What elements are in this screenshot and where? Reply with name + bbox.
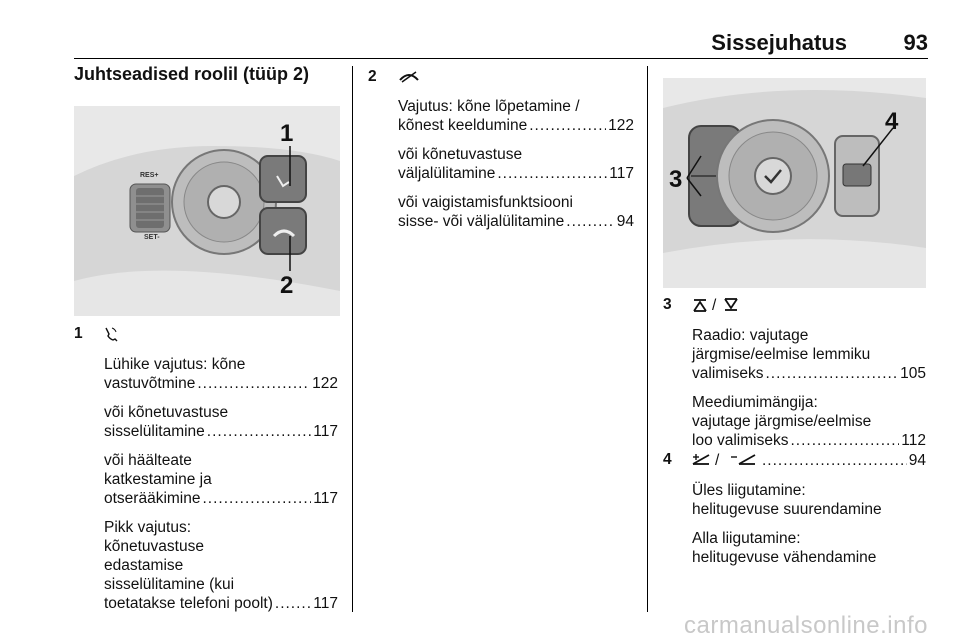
item-number-1: 1 [74, 325, 83, 342]
item2-entry-2-text: väljalülitamine [398, 165, 496, 182]
page-number: 93 [903, 30, 928, 55]
item1-entry-3-row [104, 489, 338, 508]
header-rule [74, 58, 928, 59]
res-plus-label: RES+ [140, 172, 159, 179]
set-minus-label: SET- [144, 234, 160, 241]
item4-description [692, 481, 926, 567]
callout-4: 4 [885, 108, 899, 135]
item-number-4: 4 [663, 451, 672, 468]
item2-entry-1-text: kõnest keeldumine [398, 117, 528, 134]
item1-entry-4-text: toetatakse telefoni poolt) [104, 595, 273, 612]
item1-entry-2-text: sisselülitamine [104, 423, 205, 440]
item1-entry-4-page[interactable]: 117 [313, 595, 338, 612]
next-favourite-icon [693, 298, 707, 317]
item1-entry-2-row [104, 422, 338, 441]
item1-description [104, 355, 338, 613]
item2-entry-1-page[interactable]: 122 [608, 117, 634, 134]
item1-entry-4-line-1: Pikk vajutus: [104, 519, 192, 536]
item3-media-line-1: Meediumimängija: [692, 394, 818, 411]
item3-media-text: loo valimiseks [692, 432, 789, 449]
steering-wheel-figure-right [663, 78, 926, 288]
volume-up-icon [692, 452, 710, 471]
callout-1: 1 [280, 120, 294, 147]
item1-entry-4-line-3: edastamise [104, 557, 184, 574]
item2-entry-2-page[interactable]: 117 [609, 165, 634, 182]
item3-description [692, 326, 926, 450]
item3-radio-text: valimiseks [692, 365, 764, 382]
item2-entry-3-text: sisse- või väljalülitamine [398, 213, 565, 230]
item3-media-line-2: vajutage järgmise/eelmise [692, 413, 872, 430]
item1-entry-2-line-1: või kõnetuvastuse [104, 404, 229, 421]
item3-slash: / [712, 297, 717, 314]
steering-wheel-left-illustration [74, 106, 340, 316]
item3-radio-line-2: järgmise/eelmise lemmiku [692, 346, 871, 363]
item1-entry-2-page[interactable]: 117 [313, 423, 338, 440]
column-divider-1 [352, 66, 353, 612]
item1-entry-1-page[interactable]: 122 [312, 375, 338, 392]
item1-entry-4-line-4: sisselülitamine (kui [104, 576, 235, 593]
item3-radio-page[interactable]: 105 [900, 365, 926, 382]
item4-slash: / [715, 452, 720, 469]
item2-entry-3-row [398, 212, 634, 231]
item3-radio-line-1: Raadio: vajutage [692, 327, 809, 344]
item1-entry-3-page[interactable]: 117 [313, 490, 338, 507]
running-header-title: Sissejuhatus [711, 30, 847, 55]
previous-favourite-icon [724, 298, 738, 317]
item2-entry-3-line-1: või vaigistamisfunktsiooni [398, 194, 573, 211]
callout-3: 3 [669, 166, 683, 193]
column-divider-2 [647, 66, 648, 612]
item3-media-page[interactable]: 112 [901, 432, 926, 449]
item2-entry-1-row [398, 116, 634, 135]
watermark: carmanualsonline.info [684, 612, 928, 639]
item2-entry-3-page[interactable]: 94 [616, 213, 634, 230]
item3-media-row [692, 431, 926, 450]
item2-entry-1-line-1: Vajutus: kõne lõpetamine / [398, 98, 580, 115]
item1-entry-4-line-2: kõnetuvastuse [104, 538, 204, 555]
steering-wheel-figure-type2 [74, 106, 340, 316]
item3-radio-row [692, 364, 926, 383]
section-title: Juhtseadised roolil (tüüp 2) [74, 64, 310, 84]
item4-down-line-2: helitugevuse vähendamine [692, 549, 877, 566]
item-number-3: 3 [663, 296, 672, 313]
item1-entry-4-row [104, 594, 338, 613]
item1-entry-1-text: vastuvõtmine [104, 375, 196, 392]
phone-answer-icon [104, 326, 118, 347]
callout-2: 2 [280, 272, 294, 299]
item2-entry-2-row [398, 164, 634, 183]
item2-entry-2-line-1: või kõnetuvastuse [398, 146, 523, 163]
item2-description [398, 97, 634, 231]
item1-entry-3-text: otserääkimine [104, 490, 201, 507]
volume-down-icon [730, 452, 756, 471]
item4-up-line-2: helitugevuse suurendamine [692, 501, 882, 518]
item4-ref [760, 451, 926, 470]
item-number-2: 2 [368, 68, 377, 85]
item4-up-line-1: Üles liigutamine: [692, 482, 806, 499]
item4-down-line-1: Alla liigutamine: [692, 530, 801, 547]
phone-hangup-icon [398, 70, 420, 88]
item1-entry-1-row [104, 374, 338, 393]
item1-short-press: Lühike vajutus: kõne [104, 356, 246, 373]
item1-entry-3-line-2: katkestamine ja [104, 471, 212, 488]
item4-page[interactable]: 94 [908, 452, 926, 469]
item1-entry-3-line-1: või häälteate [104, 452, 192, 469]
